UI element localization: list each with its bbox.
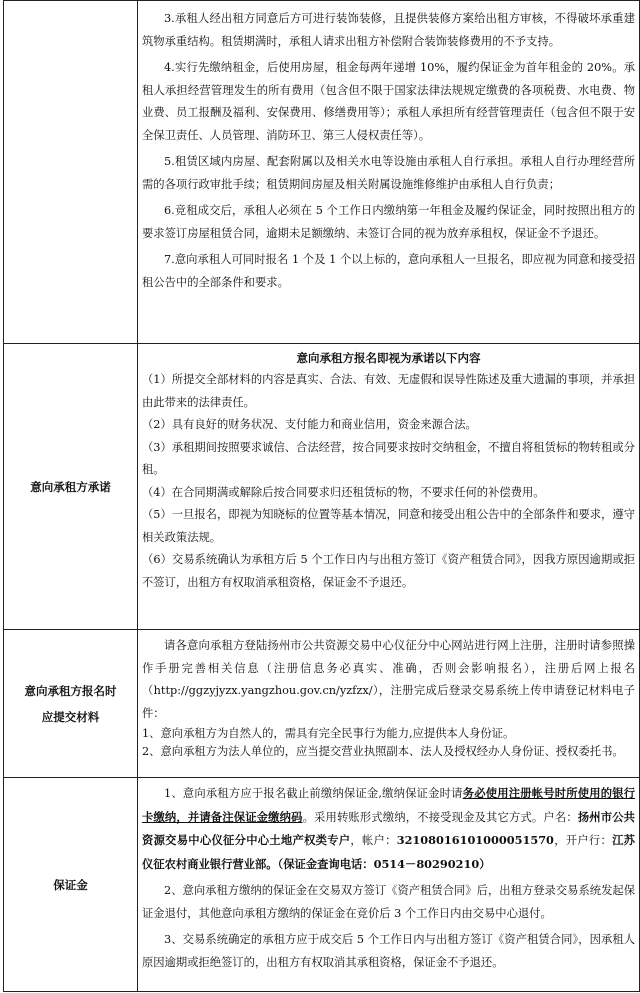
commitment-content: [138, 344, 640, 630]
commitment-label: 意向承租方承诺: [4, 344, 138, 630]
deposit-row: [4, 778, 640, 992]
terms-row: [4, 1, 640, 344]
term-5: 5.租赁区域内房屋、配套附属以及相关水电等设施由承租人自行承担。承租人自行办理经营所需的各项行政审批手续；租赁期间房屋及相关附属设施维修维护由承租人自行负责；: [142, 155, 635, 191]
materials-row: [4, 630, 640, 778]
commitment-item: （6）交易系统确认为承租方后 5 个工作日内与出租方签订《资产租赁合同》，因我方原因逾期或拒不签订，出租方有权取消承租资格，保证金不予退还。: [142, 553, 635, 589]
commitment-item: （2）具有良好的财务状况、支付能力和商业信用，资金来源合法。: [142, 418, 477, 431]
materials-intro: 请各意向承租方登陆扬州市公共资源交易中心仪征分中心网站进行网上注册，注册时请参照操作手册完善相关信息（注册信息务必真实、准确，否则会影响报名），注册后网上报名（http://ggzyjyzx.yangzhou.gov.cn/yzfzx/），注册完成后登录交易系统上传申请登记材料电子件：: [142, 639, 635, 720]
terms-label: [4, 1, 138, 344]
account-number: 3210801610100005157​0: [396, 833, 554, 847]
term-3: 3.承租人经出租方同意后方可进行装饰装修，且提供装修方案给出租方审核，不得破坏承重建筑物承重结构。租赁期满时，承租人请求出租方补偿附合装饰装修费用的不予支持。: [142, 12, 635, 48]
commitment-subtitle: 意向承租方报名即视为承诺以下内容: [296, 351, 481, 365]
deposit-payment-note: 务必使用注册帐号时所使用的银行卡缴纳，并请备注保证金缴纳码: [142, 786, 635, 824]
deposit-content: [138, 778, 640, 992]
materials-label-line: 应提交材料: [41, 709, 100, 724]
bank-name: 江苏仪征农村商业银行营业部。（保证金查询电话：0514－80290210）: [142, 833, 635, 871]
commitment-item: （3）承租期间按照要求诚信、合法经营，按合同要求按时交纳租金，不擅自将租赁标的物转租或分租。: [142, 440, 635, 476]
materials-item: 2、意向承租方为法人单位的，应当提交营业执照副本、法人及授权经办人身份证、授权委托书。: [142, 744, 624, 758]
commitment-item: （4）在合同期满或解除后按合同要求归还租赁标的物，不要求任何的补偿费用。: [142, 485, 545, 499]
term-6: 6.竞租成交后，承租人必须在 5 个工作日内缴纳第一年租金及履约保证金，同时按照出租方的要求签订房屋租赁合同，逾期未足额缴纳、未签订合同的视为放弃承租权，保证金不予退还。: [142, 204, 635, 240]
term-4: 4.实行先缴纳租金，后使用房屋，租金每两年递增 10%，履约保证金为首年租金的 20%。承租人承担经营管理发生的所有费用（包含但不限于国家法律法规规定缴费的各项税费、水电费、物业费、员工报酬及福利、安保费用、修缮费用等）；承租人承担所有经营管理责任（包含但不限于安全保卫责任、人员管理、消防环卫、第三人侵权责任等）。: [142, 61, 635, 142]
materials-item: 1、意向承租方为自然人的，需具有完全民事行为能力,应提供本人身份证。: [142, 727, 515, 740]
commitment-row: [4, 344, 640, 630]
lease-terms-table: [3, 0, 640, 992]
commitment-item: （1）所提交全部材料的内容是真实、合法、有效、无虚假和误导性陈述及重大遗漏的事项，并承担由此带来的法律责任。: [142, 373, 635, 409]
account-name: 扬州市公共资源交易中心仪征分中心土地产权类专户: [142, 809, 635, 847]
materials-label-line: 意向承租方报名时: [24, 683, 117, 698]
term-7: 7.意向承租人可同时报名 1 个及 1 个以上标的，意向承租人一旦报名，即应视为同意和接受招租公告中的全部条件和要求。: [142, 253, 635, 289]
deposit-item-2: 2、意向承租方缴纳的保证金在交易双方签订《资产租赁合同》后，出租方登录交易系统发起保证金退付，其他意向承租方缴纳的保证金在竞价后 3 个工作日内由交易中心退付。: [142, 884, 635, 920]
terms-content: [138, 1, 640, 344]
deposit-item-1: 1、意向承租方应于报名截止前缴纳保证金,缴纳保证金时请务必使用注册帐号时所使用的银行卡缴纳，并请备注保证金缴纳码。采用转账形式缴纳，不接受现金及其它方式。户名：扬州市公共资源交易中心仪征分中心土地产权类专户，帐户：3210801610100005157​0，开户行：江苏仪征农村商业银行营业部。（保证金查询电话：0514－80290210）: [142, 786, 635, 871]
materials-label: [4, 630, 138, 778]
materials-content: [138, 630, 640, 778]
deposit-item-3: 3、交易系统确定的承租方应于成交后 5 个工作日内与出租方签订《资产租赁合同》，因承租人原因逾期或拒绝签订的，出租方有权取消其承租资格，保证金不予退还。: [142, 933, 635, 969]
deposit-label: 保证金: [4, 778, 138, 992]
commitment-item: （5）一旦报名，即视为知晓标的位置等基本情况，同意和接受出租公告中的全部条件和要求，遵守相关政策法规。: [142, 508, 635, 544]
